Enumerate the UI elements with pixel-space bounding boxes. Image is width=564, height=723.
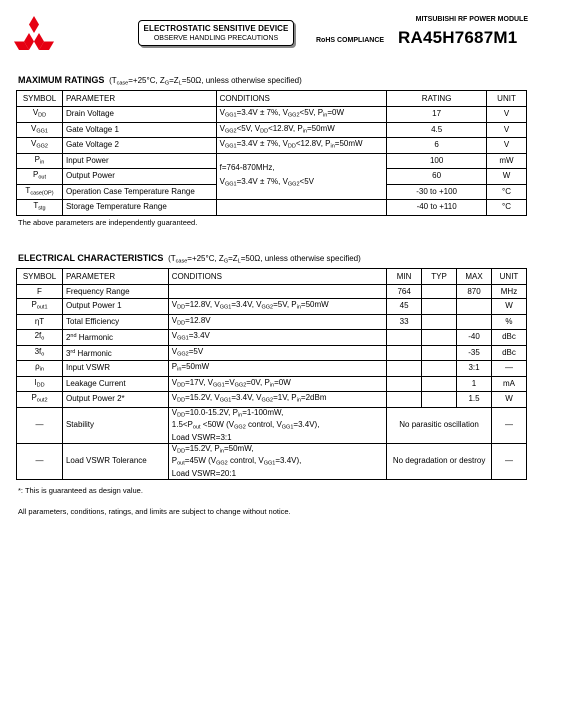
footer-disclaimer: All parameters, conditions, ratings, and limits are subject to change without notice.: [18, 507, 291, 516]
table-row: ηT Total Efficiency $V_{DD}=12.8V$ 33 %: [17, 314, 527, 330]
header-conditions: CONDITIONS: [216, 91, 387, 107]
mitsubishi-logo-icon: [14, 16, 54, 50]
design-value-note: *: This is guaranteed as design value.: [18, 486, 143, 495]
header-unit: UNIT: [491, 269, 526, 285]
header-symbol: SYMBOL: [17, 269, 63, 285]
table-row: $V_{GG1}$ Gate Voltage 1 $V_{GG2}<5V$, $V_{DD}<12.8V$, $P_{in}=50mW$ 4.5 V: [17, 122, 527, 138]
max-ratings-title: MAXIMUM RATINGS ($T_{case}=+25^\circ C$, $Z_G=Z_L=50\Omega$, unless otherwise specified): [18, 75, 302, 87]
brand-title: MITSUBISHI RF POWER MODULE: [415, 16, 528, 23]
header-typ: TYP: [422, 269, 457, 285]
header-parameter: PARAMETER: [62, 91, 216, 107]
model-number: RA45H7687M1: [398, 28, 518, 47]
esd-line2: OBSERVE HANDLING PRECAUTIONS: [153, 35, 279, 42]
table-row: $2f_o$ 2nd Harmonic $V_{GG1}=3.4V$ -40 dBc: [17, 330, 527, 346]
header-min: MIN: [387, 269, 422, 285]
header-parameter: PARAMETER: [62, 269, 168, 285]
header-unit: UNIT: [487, 91, 527, 107]
table-row: $P_{out}$ Output Power 60 W: [17, 169, 527, 185]
table-row: $V_{GG2}$ Gate Voltage 2 $V_{GG1}=3.4V \pm 7\%$, $V_{DD}<12.8V$, $P_{in}=50mW$ 6 V: [17, 138, 527, 154]
table-row: $\rho_{in}$ Input VSWR $P_{in}=50mW$ 3:1 —: [17, 361, 527, 377]
table-row: $T_{case(OP)}$ Operation Case Temperature Range -30 to +100 °C: [17, 184, 527, 200]
table-row: F Frequency Range 764 870 MHz: [17, 285, 527, 299]
table-row: $V_{DD}$ Drain Voltage $V_{GG1}=3.4V \pm 7\%$, $V_{GG2}<5V$, $P_{in}=0W$ 17 V: [17, 107, 527, 123]
electrical-table: [16, 268, 527, 480]
table-row: $T_{stg}$ Storage Temperature Range -40 to +110 °C: [17, 200, 527, 216]
esd-warning-box: [138, 20, 294, 46]
table-row: — Load VSWR Tolerance $V_{DD}=15.2V$, $P_{in}=50mW$, $P_{out}=45W$ ($V_{GG2}$ control, $V_{GG1}=3.4V$), Load VSWR=20:1 No degradation or destroy —: [17, 443, 527, 479]
max-ratings-table: [16, 90, 527, 216]
header-rating: RATING: [387, 91, 487, 107]
table-row: $P_{out2}$ Output Power 2* $V_{DD}=15.2V$, $V_{GG1}=3.4V$, $V_{GG2}=1V$, $P_{in}=2dBm$ 1.5 W: [17, 392, 527, 408]
rohs-label: RoHS COMPLIANCE: [316, 37, 385, 44]
max-ratings-note: The above parameters are independently guaranteed.: [18, 218, 198, 227]
esd-line1: ELECTROSTATIC SENSITIVE DEVICE: [143, 24, 289, 33]
table-row: — Stability $V_{DD}=10.0-15.2V$, $P_{in}=1-100mW$, $1.5<P_{out} <50W$ ($V_{GG2}$ control, $V_{GG1}=3.4V$), Load VSWR=3:1 No parasitic oscillation —: [17, 407, 527, 443]
header-conditions: CONDITIONS: [168, 269, 386, 285]
table-row: $3f_o$ 3rd Harmonic $V_{GG2}=5V$ -35 dBc: [17, 345, 527, 361]
electrical-title: ELECTRICAL CHARACTERISTICS ($T_{case}=+25^\circ C$, $Z_G=Z_L=50\Omega$, unless otherwise specified): [18, 253, 361, 265]
header-symbol: SYMBOL: [17, 91, 63, 107]
table-row: $I_{DD}$ Leakage Current $V_{DD}=17V$, $V_{GG1}=V_{GG2}=0V$, $P_{in}=0W$ 1 mA: [17, 376, 527, 392]
table-row: $P_{out1}$ Output Power 1 $V_{DD}=12.8V$, $V_{GG1}=3.4V$, $V_{GG2}=5V$, $P_{in}=50mW$ 45 W: [17, 299, 527, 315]
table-row: $P_{in}$ Input Power f=764-870MHz, $V_{GG1}=3.4V \pm 7\%$, $V_{GG2}<5V$ 100 mW: [17, 153, 527, 169]
header-max: MAX: [457, 269, 492, 285]
